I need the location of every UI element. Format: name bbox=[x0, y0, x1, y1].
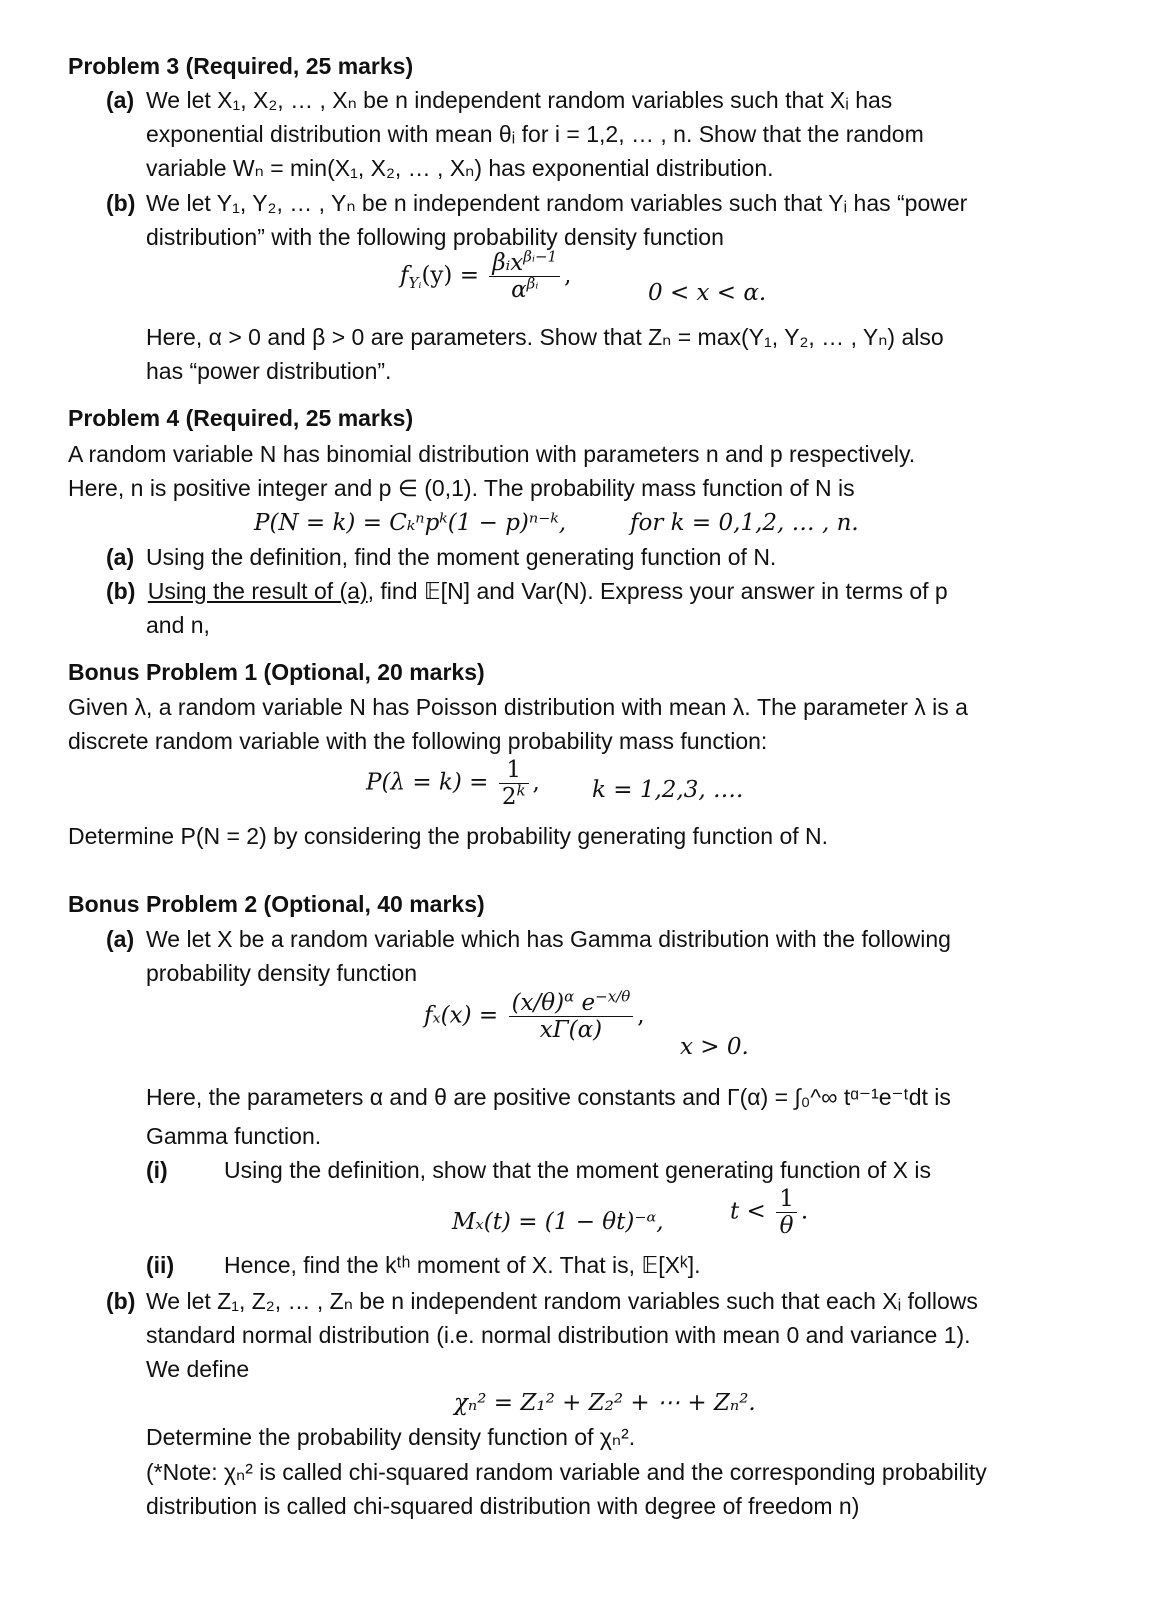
problem3-a-line3: variable Wₙ = min(X₁, X₂, … , Xₙ) has exponential distribution. bbox=[146, 155, 774, 181]
bonus2-i-label: (i) bbox=[146, 1157, 168, 1183]
pdf-f: f bbox=[400, 262, 409, 289]
problem3-b-label: (b) bbox=[106, 190, 136, 216]
bonus1-line2: discrete random variable with the following probability mass function: bbox=[68, 728, 768, 754]
problem4-a-text: Using the definition, find the moment generating function of N. bbox=[146, 544, 777, 570]
problem4-b-text: , find 𝔼[N] and Var(N). Express your answer in terms of p bbox=[367, 578, 948, 604]
bonus2-i-text: Using the definition, show that the moment generating function of X is bbox=[224, 1157, 932, 1183]
problem4-a-label: (a) bbox=[106, 544, 135, 570]
bonus1-heading: Bonus Problem 1 (Optional, 20 marks) bbox=[68, 659, 485, 685]
bonus1-pmf-num: 1 bbox=[499, 757, 529, 784]
bonus2-a-label: (a) bbox=[106, 926, 135, 952]
problem4-heading: Problem 4 (Required, 25 marks) bbox=[68, 405, 414, 431]
gamma-pdf-lhs: fₓ(x) = bbox=[424, 1002, 499, 1029]
gamma-pdf-range: x > 0. bbox=[680, 1034, 749, 1060]
problem3-b-line1: We let Y₁, Y₂, … , Yₙ be n independent random variables such that Yᵢ has “power bbox=[146, 190, 968, 216]
bonus2-a-line4: Gamma function. bbox=[146, 1123, 322, 1149]
problem3-b-line3: Here, α > 0 and β > 0 are parameters. Show that Zₙ = max(Y₁, Y₂, … , Yₙ) also bbox=[146, 324, 944, 350]
problem4-b-line bbox=[106, 577, 948, 605]
bonus1-pmf-lhs: P(λ = k) = bbox=[366, 769, 489, 796]
bonus2-a-line2: probability density function bbox=[146, 960, 418, 986]
problem3-a-line1: We let X₁, X₂, … , Xₙ be n independent random variables such that Xᵢ has bbox=[146, 87, 893, 113]
pdf-fraction bbox=[489, 247, 560, 303]
bonus2-b-line1: We let Z₁, Z₂, … , Zₙ be n independent random variables such that each Xᵢ follows bbox=[146, 1288, 978, 1314]
binomial-pmf-range: for k = 0,1,2, … , n. bbox=[630, 510, 859, 536]
note-line2: distribution is called chi-squared distribution with degree of freedom n) bbox=[146, 1493, 860, 1519]
bonus1-pmf-den-sup: k bbox=[516, 781, 526, 800]
pdf-num: βᵢx bbox=[492, 250, 524, 276]
problem4-b-label: (b) bbox=[106, 578, 136, 604]
note-line1: (*Note: χₙ² is called chi-squared random variable and the corresponding probability bbox=[146, 1459, 987, 1485]
power-pdf-formula: $f_{Yᵢ}(y)$ = βᵢx$^{\beta ᵢ-1}$ $\alpha^{\beta ᵢ}$ , bbox=[400, 247, 572, 303]
gamma-mgf-range-lhs: t < bbox=[730, 1198, 766, 1225]
pdf-arg: (y) = bbox=[421, 262, 479, 289]
gamma-mgf-num: 1 bbox=[776, 1186, 797, 1213]
bonus2-b-label: (b) bbox=[106, 1288, 136, 1314]
bonus1-pmf-den: 2 bbox=[501, 784, 517, 810]
gamma-pdf-num-base: (x/θ) bbox=[511, 990, 565, 1016]
gamma-pdf-fraction bbox=[509, 987, 634, 1043]
problem4-b-line2: and n, bbox=[146, 612, 210, 638]
bonus1-pmf: P(λ = k) = $\frac{1}{2^k}$ , bbox=[366, 757, 540, 810]
pdf-num-sup: βᵢ−1 bbox=[523, 247, 558, 266]
gamma-pdf-den: xΓ(α) bbox=[539, 1017, 603, 1043]
gamma-pdf-num-exp: −x/θ bbox=[595, 987, 631, 1006]
problem3-b-line4: has “power distribution”. bbox=[146, 358, 392, 384]
bonus1-line1: Given λ, a random variable N has Poisson distribution with mean λ. The parameter λ is a bbox=[68, 694, 968, 720]
bonus2-heading: Bonus Problem 2 (Optional, 40 marks) bbox=[68, 891, 485, 917]
bonus1-pmf-fraction bbox=[499, 757, 529, 810]
gamma-mgf: Mₓ(t) = (1 − θt)⁻ᵅ, bbox=[452, 1209, 664, 1235]
binomial-pmf: P(N = k) = Cₖⁿpᵏ(1 − p)ⁿ⁻ᵏ, bbox=[254, 510, 567, 536]
bonus2-b-line4: Determine the probability density function of χₙ². bbox=[146, 1424, 636, 1450]
chi-squared-definition: χₙ² = Z₁² + Z₂² + ⋯ + Zₙ². bbox=[454, 1390, 756, 1416]
gamma-mgf-range-fraction bbox=[776, 1186, 797, 1239]
problem4-line2: Here, n is positive integer and p ∈ (0,1). The probability mass function of N is bbox=[68, 475, 855, 501]
problem4-b-underlined: Using the result of (a) bbox=[147, 578, 368, 604]
bonus2-a-line3: Here, the parameters α and θ are positive constants and Γ(α) = ∫₀^∞ tᵅ⁻¹e⁻ᵗdt is bbox=[146, 1084, 951, 1110]
gamma-pdf-num-alpha: α bbox=[564, 987, 575, 1006]
bonus2-ii-label: (ii) bbox=[146, 1252, 175, 1278]
gamma-mgf-den: θ bbox=[779, 1213, 794, 1239]
bonus2-b-line3: We define bbox=[146, 1356, 250, 1382]
bonus2-a-line1: We let X be a random variable which has Gamma distribution with the following bbox=[146, 926, 951, 952]
problem3-a-label: (a) bbox=[106, 87, 135, 113]
problem3-a-line2: exponential distribution with mean θᵢ for i = 1,2, … , n. Show that the random bbox=[146, 121, 924, 147]
pdf-den: α bbox=[511, 277, 527, 303]
gamma-pdf-num-e: e bbox=[581, 990, 596, 1016]
gamma-mgf-range: t < $\frac{1}{\theta}$ . bbox=[730, 1186, 809, 1239]
bonus1-pmf-range: k = 1,2,3, …. bbox=[592, 777, 744, 803]
bonus2-ii-text: Hence, find the kᵗʰ moment of X. That is, 𝔼[Xᵏ]. bbox=[224, 1252, 701, 1278]
power-pdf-range: 0 < x < α. bbox=[648, 280, 767, 306]
pdf-den-sup: βᵢ bbox=[526, 274, 539, 293]
gamma-pdf-formula: fₓ(x) = $\frac{(x/\theta)^\alpha e^{-x/\theta}}{x\Gamma(\alpha)}$ , bbox=[424, 987, 645, 1043]
bonus1-line3: Determine P(N = 2) by considering the probability generating function of N. bbox=[68, 823, 829, 849]
problem3-b-line2: distribution” with the following probability density function bbox=[146, 224, 724, 250]
bonus2-b-line2: standard normal distribution (i.e. normal distribution with mean 0 and variance 1). bbox=[146, 1322, 971, 1348]
problem4-line1: A random variable N has binomial distribution with parameters n and p respectively. bbox=[68, 441, 916, 467]
pdf-f-sub: Yᵢ bbox=[408, 274, 422, 293]
problem3-heading: Problem 3 (Required, 25 marks) bbox=[68, 53, 414, 79]
